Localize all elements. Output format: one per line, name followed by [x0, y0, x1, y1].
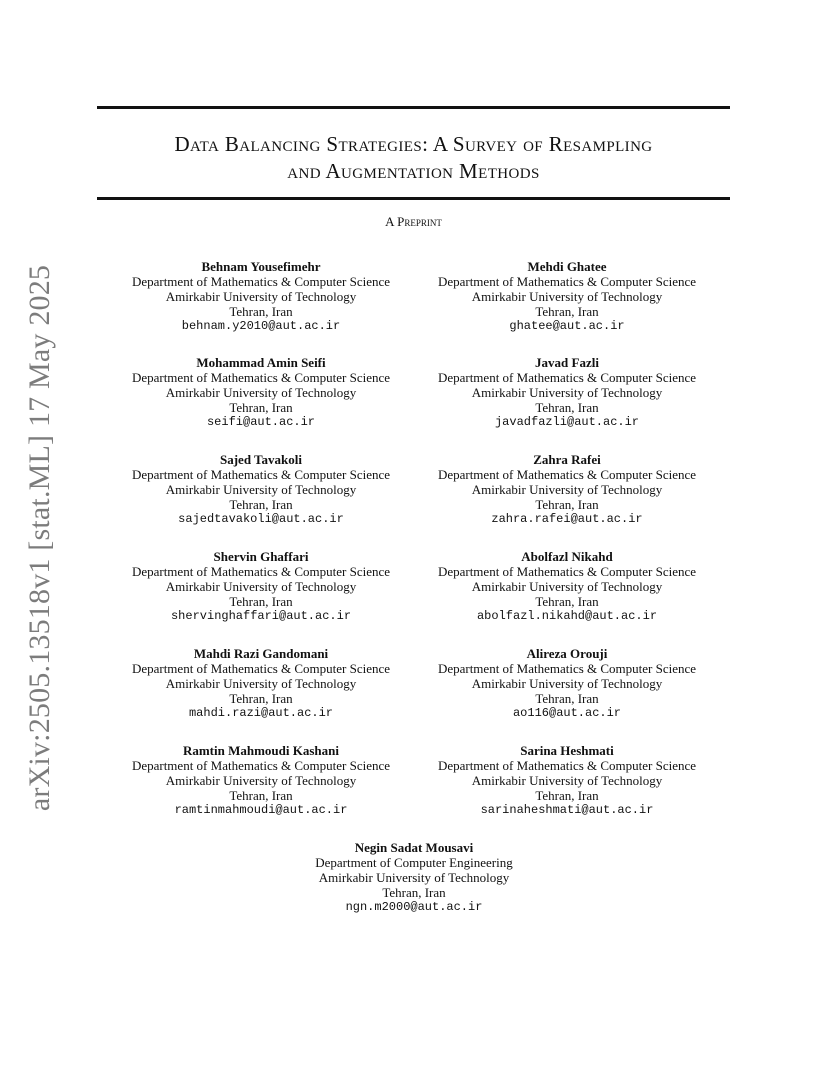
author-city: Tehran, Iran — [535, 594, 599, 609]
author-name: Ramtin Mahmoudi Kashani — [182, 743, 340, 758]
author-block — [417, 259, 717, 334]
author-department: Department of Mathematics & Computer Science — [131, 370, 391, 385]
author-university: Amirkabir University of Technology — [318, 870, 510, 885]
author-city: Tehran, Iran — [229, 497, 293, 512]
paper-title — [97, 131, 730, 185]
author-department: Department of Mathematics & Computer Science — [131, 274, 391, 289]
author-name: Alireza Orouji — [526, 646, 608, 661]
author-department: Department of Mathematics & Computer Science — [131, 564, 391, 579]
author-name: Negin Sadat Mousavi — [354, 840, 474, 855]
author-university: Amirkabir University of Technology — [471, 289, 663, 304]
author-city: Tehran, Iran — [229, 594, 293, 609]
author-city: Tehran, Iran — [535, 400, 599, 415]
author-block — [111, 452, 411, 527]
author-block — [417, 452, 717, 527]
author-block — [111, 355, 411, 430]
author-city: Tehran, Iran — [229, 691, 293, 706]
author-name: Sarina Heshmati — [520, 743, 614, 758]
author-name: Zahra Rafei — [533, 452, 601, 467]
author-email: behnam.y2010@aut.ac.ir — [181, 319, 341, 333]
author-department: Department of Mathematics & Computer Science — [131, 758, 391, 773]
author-university: Amirkabir University of Technology — [471, 385, 663, 400]
author-block — [417, 743, 717, 818]
title-top-rule — [97, 106, 730, 109]
author-email: shervinghaffari@aut.ac.ir — [170, 609, 352, 623]
author-university: Amirkabir University of Technology — [165, 482, 357, 497]
arxiv-identifier: arXiv:2505.13518v1 [stat.ML] 17 May 2025 — [23, 264, 56, 812]
author-name: Sajed Tavakoli — [219, 452, 302, 467]
author-city: Tehran, Iran — [535, 304, 599, 319]
author-university: Amirkabir University of Technology — [165, 289, 357, 304]
author-email: ngn.m2000@aut.ac.ir — [345, 900, 483, 914]
author-city: Tehran, Iran — [229, 788, 293, 803]
author-email: ghatee@aut.ac.ir — [509, 319, 625, 333]
author-name: Behnam Yousefimehr — [201, 259, 321, 274]
author-university: Amirkabir University of Technology — [165, 385, 357, 400]
author-name: Javad Fazli — [535, 355, 599, 370]
author-email: abolfazl.nikahd@aut.ac.ir — [476, 609, 658, 623]
author-email: sarinaheshmati@aut.ac.ir — [480, 803, 654, 817]
author-city: Tehran, Iran — [535, 788, 599, 803]
author-city: Tehran, Iran — [382, 885, 446, 900]
author-university: Amirkabir University of Technology — [165, 773, 357, 788]
author-university: Amirkabir University of Technology — [471, 482, 663, 497]
author-department: Department of Mathematics & Computer Science — [131, 661, 391, 676]
author-block — [417, 646, 717, 721]
author-department: Department of Mathematics & Computer Science — [437, 467, 697, 482]
author-department: Department of Mathematics & Computer Science — [437, 661, 697, 676]
author-email: mahdi.razi@aut.ac.ir — [188, 706, 334, 720]
author-city: Tehran, Iran — [535, 497, 599, 512]
author-name: Abolfazl Nikahd — [521, 549, 613, 564]
preprint-label: A Preprint — [385, 214, 442, 229]
author-university: Amirkabir University of Technology — [471, 773, 663, 788]
author-department: Department of Computer Engineering — [315, 855, 513, 870]
author-university: Amirkabir University of Technology — [471, 579, 663, 594]
author-block — [111, 259, 411, 334]
author-university: Amirkabir University of Technology — [165, 579, 357, 594]
author-department: Department of Mathematics & Computer Science — [437, 370, 697, 385]
author-email: ramtinmahmoudi@aut.ac.ir — [174, 803, 348, 817]
author-block — [111, 549, 411, 624]
author-name: Mahdi Razi Gandomani — [193, 646, 329, 661]
author-department: Department of Mathematics & Computer Science — [437, 274, 697, 289]
author-city: Tehran, Iran — [229, 304, 293, 319]
title-line-2: and Augmentation Methods — [287, 159, 540, 183]
author-block — [417, 549, 717, 624]
author-department: Department of Mathematics & Computer Science — [437, 758, 697, 773]
author-block — [417, 355, 717, 430]
author-email: seifi@aut.ac.ir — [206, 415, 316, 429]
title-line-1: Data Balancing Strategies: A Survey of Resampling — [174, 132, 653, 156]
author-email: zahra.rafei@aut.ac.ir — [491, 512, 643, 526]
title-bottom-rule — [97, 197, 730, 200]
author-email: javadfazli@aut.ac.ir — [494, 415, 640, 429]
author-department: Department of Mathematics & Computer Science — [437, 564, 697, 579]
author-email: sajedtavakoli@aut.ac.ir — [178, 512, 344, 526]
author-block — [111, 646, 411, 721]
author-block — [111, 743, 411, 818]
author-name: Mehdi Ghatee — [527, 259, 607, 274]
author-email: ao116@aut.ac.ir — [512, 706, 622, 720]
author-name: Mohammad Amin Seifi — [196, 355, 326, 370]
author-city: Tehran, Iran — [229, 400, 293, 415]
author-name: Shervin Ghaffari — [213, 549, 309, 564]
author-university: Amirkabir University of Technology — [165, 676, 357, 691]
author-department: Department of Mathematics & Computer Science — [131, 467, 391, 482]
author-city: Tehran, Iran — [535, 691, 599, 706]
author-university: Amirkabir University of Technology — [471, 676, 663, 691]
author-block — [264, 840, 564, 915]
